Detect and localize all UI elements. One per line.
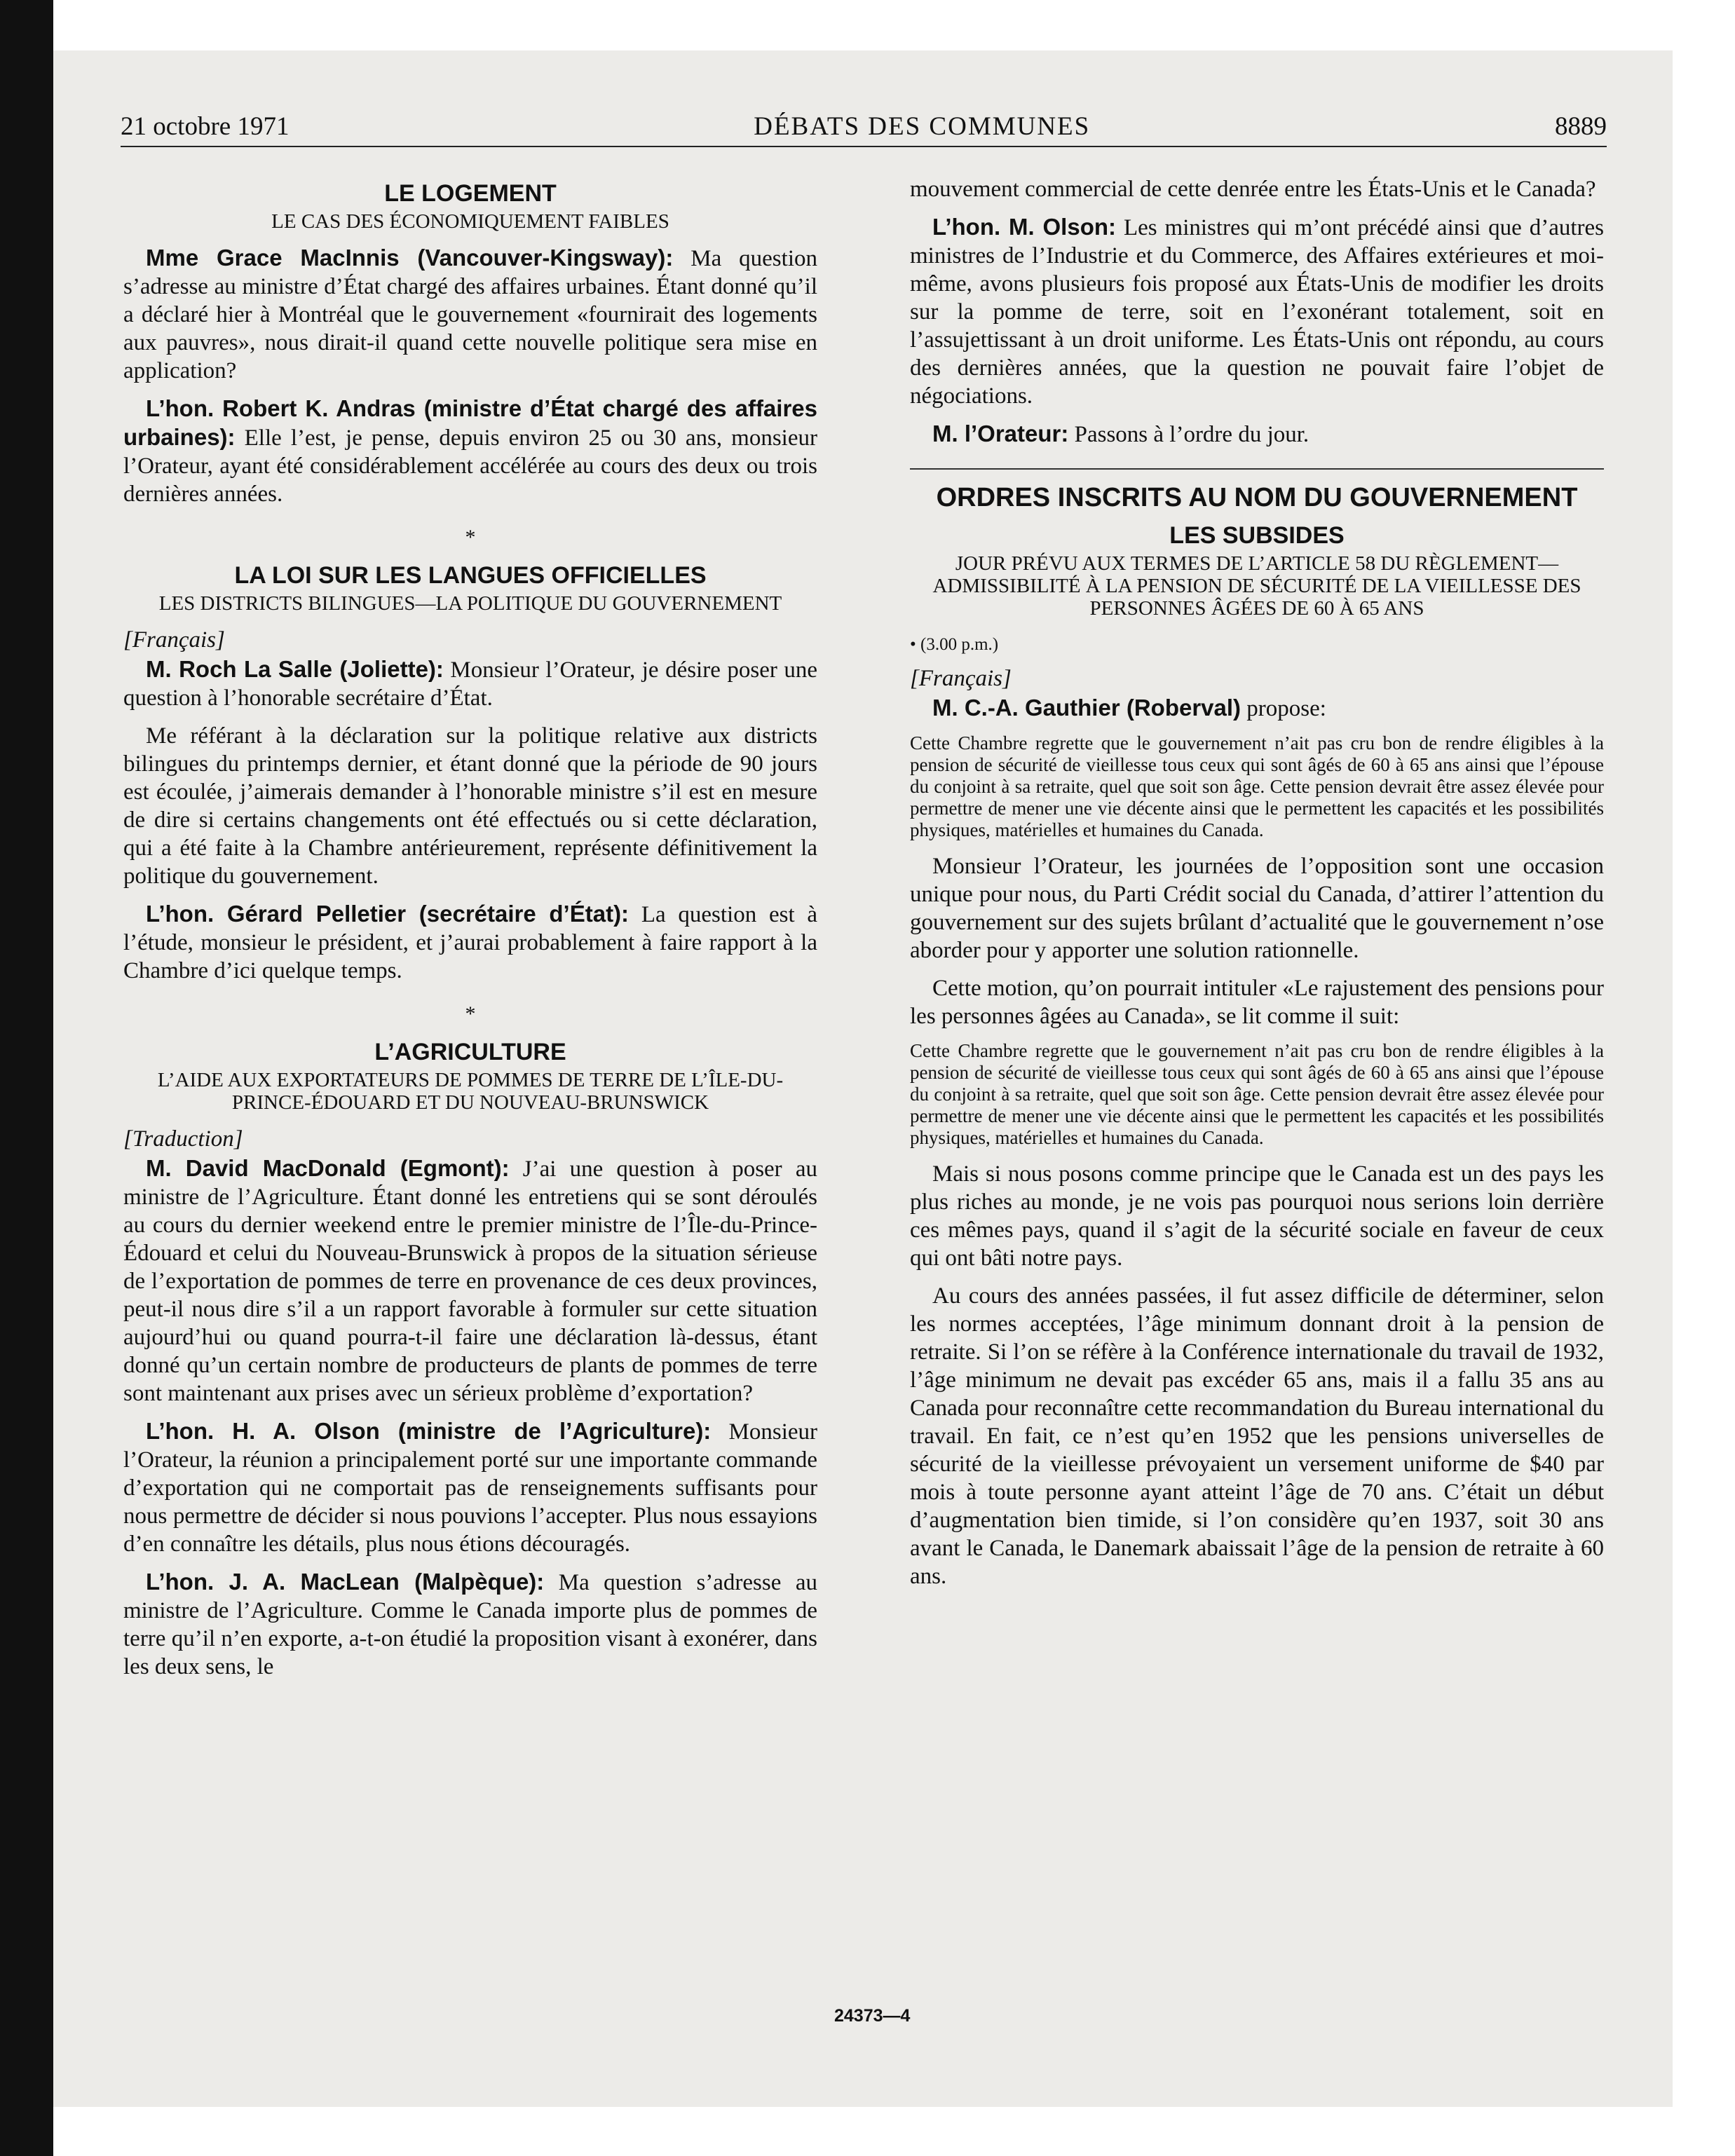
language-note: [Traduction]	[123, 1126, 243, 1152]
header-date: 21 octobre 1971	[121, 112, 290, 141]
time-marker: • (3.00 p.m.)	[910, 635, 999, 654]
paragraph	[123, 900, 817, 985]
section-subtitle-agriculture: L’AIDE AUX EXPORTATEURS DE POMMES DE TERRE DE L’ÎLE-DU-PRINCE-ÉDOUARD ET DU NOUVEAU-BRUNSWICK	[157, 1069, 784, 1114]
paragraph: mouvement commercial de cette denrée entre les États-Unis et le Canada?	[910, 177, 1596, 202]
speaker-name: M. l’Orateur:	[932, 421, 1069, 446]
horizontal-rule	[910, 468, 1604, 470]
header-title: DÉBATS DES COMMUNES	[754, 112, 1091, 141]
paragraph-text: La question est à l’étude, monsieur le président, et j’aurai probablement à faire rapport à la Chambre d’ici quelque temps.	[123, 902, 818, 983]
paragraph	[123, 655, 817, 712]
speaker-name: L’hon. Robert K. Andras (ministre d’État chargé des affaires urbaines):	[123, 395, 817, 450]
paragraph: Monsieur l’Orateur, les journées de l’opposition sont une occasion unique pour nous, du Parti Crédit social du Canada, d’attirer l’attention du gouvernement sur des sujets brûlant d’actualité que le gouvernement n’ose aborder pour y apporter une solution rationnelle.	[910, 854, 1604, 963]
header-page-number: 8889	[1555, 112, 1607, 141]
paragraph-text: Ma question s’adresse au ministre de l’Agriculture. Comme le Canada importe plus de pommes de terre qu’il n’en exporte, a-t-on étudié la proposition visant à exonérer, dans les deux sens, le	[123, 1570, 817, 1679]
paragraph-text: Elle l’est, je pense, depuis environ 25 ou 30 ans, monsieur l’Orateur, ayant été considérablement accélérée au cours des deux ou trois dernières années.	[123, 425, 817, 507]
right-column	[910, 175, 1604, 1600]
speaker-name: L’hon. Gérard Pelletier (secrétaire d’État):	[146, 901, 630, 927]
paragraph-text: Passons à l’ordre du jour.	[1068, 422, 1309, 447]
motion-text: Cette Chambre regrette que le gouvernement n’ait pas cru bon de rendre éligibles à la pension de sécurité de vieillesse tous ceux qui sont âgés de 60 à 65 ans ainsi que l’épouse du conjoint à sa retraite, quel que soit son âge. Cette pension devrait être assez élevée pour permettre de mener une vie décente ainsi que le permettent les capacités et les possibilités physiques, matérielles et humaines du Canada.	[910, 1040, 1604, 1148]
page-header	[121, 100, 1607, 147]
language-note: [Français]	[910, 666, 1012, 691]
section-title-agriculture: L’AGRICULTURE	[374, 1039, 566, 1065]
speaker-name: L’hon. H. A. Olson (ministre de l’Agriculture):	[146, 1418, 712, 1444]
speaker-name: Mme Grace MacInnis (Vancouver-Kingsway):	[146, 245, 674, 271]
paragraph-text: Monsieur l’Orateur, je désire poser une question à l’honorable secrétaire d’État.	[123, 657, 817, 711]
section-separator: *	[465, 1002, 476, 1025]
paragraph	[123, 395, 817, 508]
paragraph-text: Ma question s’adresse au ministre d’État chargé des affaires urbaines. Étant donné qu’il a déclaré hier à Montréal que le gouvernement «fournirait des logements aux pauvres», nous dirait-il quand cette nouvelle politique sera mise en application?	[123, 246, 817, 383]
paragraph-text: Les ministres qui m’ont précédé ainsi que d’autres ministres de l’Industrie et du Commerce, des Affaires extérieures et moi-même, avons plusieurs fois proposé aux États-Unis de modifier les droits sur la pomme de terre, soit en l’exonérant totalement, soit en l’assujettissant à un droit uniforme. Les États-Unis ont répondu, au cours des dernières années, que la question ne pouvait faire l’objet de négociations.	[910, 215, 1604, 409]
paragraph-text: Monsieur l’Orateur, la réunion a principalement porté sur une importante commande d’exportation qui ne comportait pas de renseignements suffisants pour nous permettre de décider si nous pouvions l’accepter. Plus nous essayions d’en connaître les détails, plus nous étions découragés.	[123, 1419, 817, 1557]
footer-code: 24373—4	[834, 2006, 911, 2026]
motion-text: Cette Chambre regrette que le gouvernement n’ait pas cru bon de rendre éligibles à la pension de sécurité de vieillesse tous ceux qui sont âgés de 60 à 65 ans ainsi que l’épouse du conjoint à sa retraite, quel que soit son âge. Cette pension devrait être assez élevée pour permettre de mener une vie décente ainsi que le permettent les capacités et les possibilités physiques, matérielles et humaines du Canada.	[910, 732, 1604, 840]
section-separator: *	[465, 526, 476, 549]
paragraph	[123, 1154, 817, 1407]
paragraph-text: propose:	[1241, 696, 1326, 721]
scan-border	[0, 0, 53, 2156]
paragraph	[910, 213, 1604, 410]
section-title-langues: LA LOI SUR LES LANGUES OFFICIELLES	[234, 562, 707, 589]
section-title-subsides: LES SUBSIDES	[1169, 522, 1345, 549]
section-subtitle-langues: LES DISTRICTS BILINGUES—LA POLITIQUE DU GOUVERNEMENT	[158, 592, 782, 615]
speaker-name: M. David MacDonald (Egmont):	[146, 1155, 510, 1181]
paragraph: Cette motion, qu’on pourrait intituler «Le rajustement des pensions pour les personnes âgées au Canada», se lit comme il suit:	[910, 976, 1604, 1029]
section-subtitle-logement: LE CAS DES ÉCONOMIQUEMENT FAIBLES	[271, 210, 669, 233]
paragraph: Me référant à la déclaration sur la politique relative aux districts bilingues du printemps dernier, et étant donné que la période de 90 jours est écoulée, j’aimerais demander à l’honorable ministre s’il est en mesure de dire si certains changements ont été effectués ou si cette déclaration, qui a été faite à la Chambre antérieurement, représente définitivement la politique du gouvernement.	[123, 723, 817, 889]
paragraph	[910, 420, 1604, 449]
language-note: [Français]	[123, 627, 225, 653]
paragraph: Au cours des années passées, il fut assez difficile de déterminer, selon les normes acceptées, l’âge minimum donnant droit à la pension de retraite. Si l’on se réfère à la Conférence internationale du travail de 1932, l’âge minimum ne devait pas excéder 65 ans, mais il a fallu 35 ans au Canada pour reconnaître cette recommandation du Bureau international du travail. En fait, ce n’est qu’en 1952 que les pensions universelles de sécurité de la vieillesse prévoyaient un versement uniforme de $40 par mois à toute personne ayant atteint l’âge de 70 ans. C’était un début d’augmentation bien timide, si l’on considère qu’en 1937, soit 30 ans avant le Canada, le Danemark abaissait l’âge de la pension de retraite à 60 ans.	[910, 1283, 1604, 1589]
paragraph: Mais si nous posons comme principe que le Canada est un des pays les plus riches au monde, je ne vois pas pourquoi nous serions loin derrière ces mêmes pays, quand il s’agit de la sécurité sociale en faveur de ceux qui ont bâti notre pays.	[910, 1161, 1604, 1271]
paragraph-text: J’ai une question à poser au ministre de l’Agriculture. Étant donné les entretiens qui se sont déroulés au cours du dernier weekend entre le premier ministre de l’Île-du-Prince-Édouard et celui du Nouveau-Brunswick à propos de la situation sérieuse de l’exportation de pommes de terre en provenance de ces deux provinces, peut-il nous dire s’il a un rapport favorable à formuler sur cette situation aujourd’hui ou quand pourra-t-il faire une déclaration là-dessus, étant donné qu’un certain nombre de producteurs de plants de pommes de terre sont maintenant aux prises avec un sérieux problème d’exportation?	[123, 1157, 817, 1406]
section-title-ordres: ORDRES INSCRITS AU NOM DU GOUVERNEMENT	[936, 483, 1578, 512]
section-subtitle-subsides: JOUR PRÉVU AUX TERMES DE L’ARTICLE 58 DU RÈGLEMENT—ADMISSIBILITÉ À LA PENSION DE SÉCURITÉ DE LA VIEILLESSE DES PERSONNES ÂGÉES DE 60 À 65 ANS	[932, 552, 1581, 620]
speaker-name: L’hon. M. Olson:	[932, 214, 1117, 240]
section-title-logement: LE LOGEMENT	[384, 180, 557, 207]
left-column	[123, 175, 817, 1691]
paragraph	[123, 1417, 817, 1558]
speaker-name: L’hon. J. A. MacLean (Malpèque):	[146, 1569, 545, 1595]
speaker-name: M. C.-A. Gauthier (Roberval)	[932, 695, 1241, 721]
paragraph	[910, 694, 1604, 723]
speaker-name: M. Roch La Salle (Joliette):	[146, 656, 444, 682]
paragraph	[123, 1568, 817, 1681]
paragraph	[123, 244, 817, 385]
